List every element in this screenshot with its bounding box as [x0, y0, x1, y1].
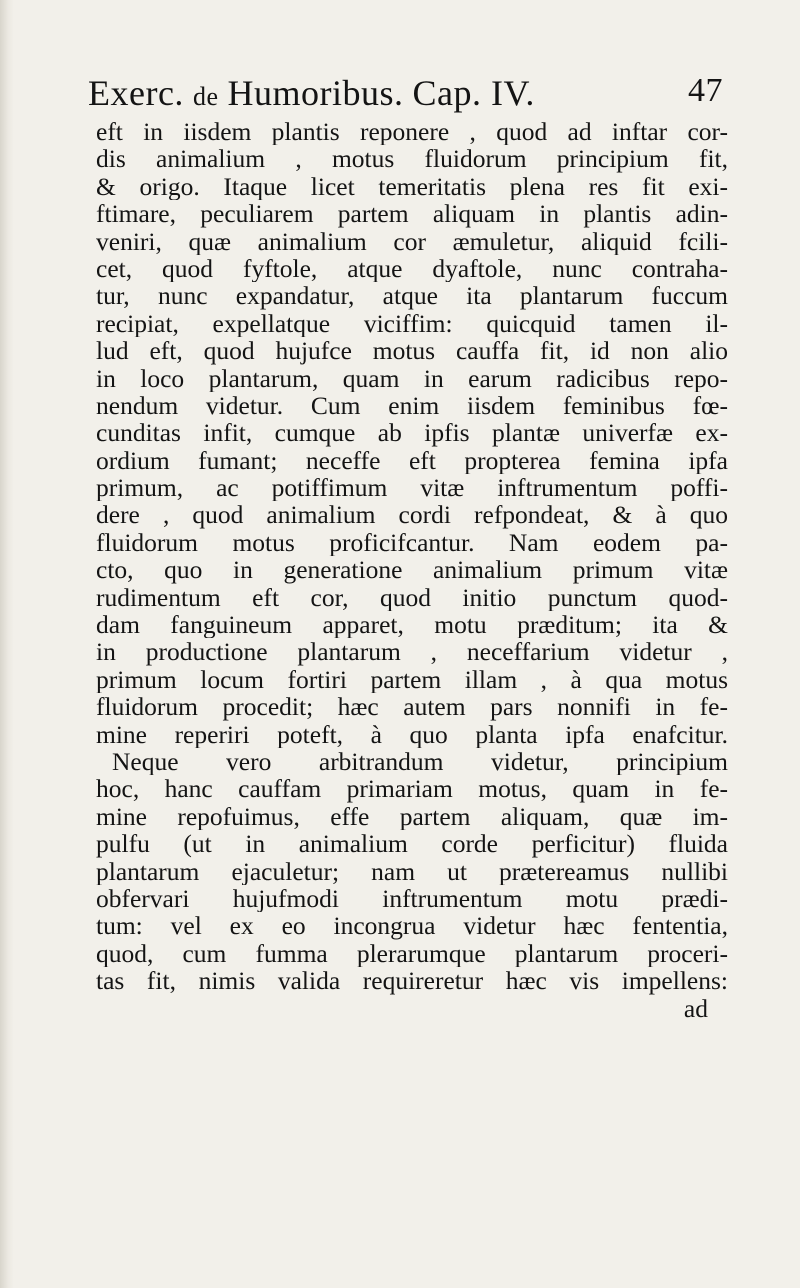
text-line: tas fit, nimis valida requireretur hæc vis impellens:	[96, 967, 728, 995]
text-line: cunditas infit, cumque ab ipfis plantæ univerfæ ex-	[96, 419, 728, 447]
header-humoribus: Humoribus.	[227, 73, 404, 113]
page-binding-edge	[0, 0, 14, 1288]
text-line: fluidorum procedit; hæc autem pars nonnifi in fe-	[96, 693, 728, 721]
text-line: mine reperiri poteft, à quo planta ipfa enafcitur.	[96, 720, 728, 748]
header-exerc: Exerc.	[88, 73, 184, 113]
text-line: veniri, quæ animalium cor æmuletur, aliquid fcili-	[96, 227, 728, 255]
text-line: ftimare, peculiarem partem aliquam in plantis adin-	[96, 200, 728, 228]
text-line: dere , quod animalium cordi refpondeat, & à quo	[96, 501, 728, 529]
text-line: cto, quo in generatione animalium primum vitæ	[96, 556, 728, 584]
header-de: de	[192, 82, 219, 111]
text-line: quod, cum fumma plerarumque plantarum proceri-	[96, 939, 728, 968]
text-line: mine repofuimus, effe partem aliquam, quæ im-	[96, 802, 728, 831]
text-line: dis animalium , motus fluidorum principium fit,	[96, 145, 728, 173]
text-line: dam fanguineum apparet, motu præditum; ita &	[96, 611, 728, 639]
text-line: lud eft, quod hujufce motus cauffa fit, id non alio	[96, 337, 728, 365]
text-line: primum, ac potiffimum vitæ inftrumentum poffi-	[96, 474, 728, 502]
text-line: plantarum ejaculetur; nam ut prætereamus nullibi	[96, 857, 728, 885]
text-line: primum locum fortiri partem illam , à qua motus	[96, 665, 728, 694]
header-chapter: Cap. IV.	[412, 73, 535, 113]
text-line: eft in iisdem plantis reponere , quod ad inftar cor-	[96, 118, 728, 146]
text-line: recipiat, expellatque viciffim: quicquid tamen il-	[96, 309, 728, 338]
text-line: pulfu (ut in animalium corde perficitur) fluida	[96, 830, 728, 858]
text-line: ordium fumant; neceffe eft propterea femina ipfa	[96, 446, 728, 475]
catchword: ad	[683, 994, 708, 1022]
paragraph-start-line: Neque vero arbitrandum videtur, principium	[112, 747, 728, 776]
text-line: in loco plantarum, quam in earum radicibus repo-	[96, 364, 728, 392]
text-line: fluidorum motus proficifcantur. Nam eodem pa-	[96, 528, 728, 557]
text-line: cet, quod fyftole, atque dyaftole, nunc contraha-	[96, 254, 728, 283]
page-number: 47	[688, 72, 723, 109]
text-line: tur, nunc expandatur, atque ita plantarum fuccum	[96, 282, 728, 310]
text-line: in productione plantarum , neceffarium videtur ,	[96, 638, 728, 666]
text-line: obfervari hujufmodi inftrumentum motu prædi-	[96, 884, 728, 913]
body-text	[96, 118, 728, 1022]
text-line: nendum videtur. Cum enim iisdem feminibus fœ-	[96, 391, 728, 420]
text-line: & origo. Itaque licet temeritatis plena res fit exi-	[96, 172, 728, 201]
running-header	[88, 72, 728, 116]
text-line: tum: vel ex eo incongrua videtur hæc fententia,	[96, 912, 728, 940]
text-line: hoc, hanc cauffam primariam motus, quam in fe-	[96, 775, 728, 803]
text-line: rudimentum eft cor, quod initio punctum quod-	[96, 583, 728, 612]
